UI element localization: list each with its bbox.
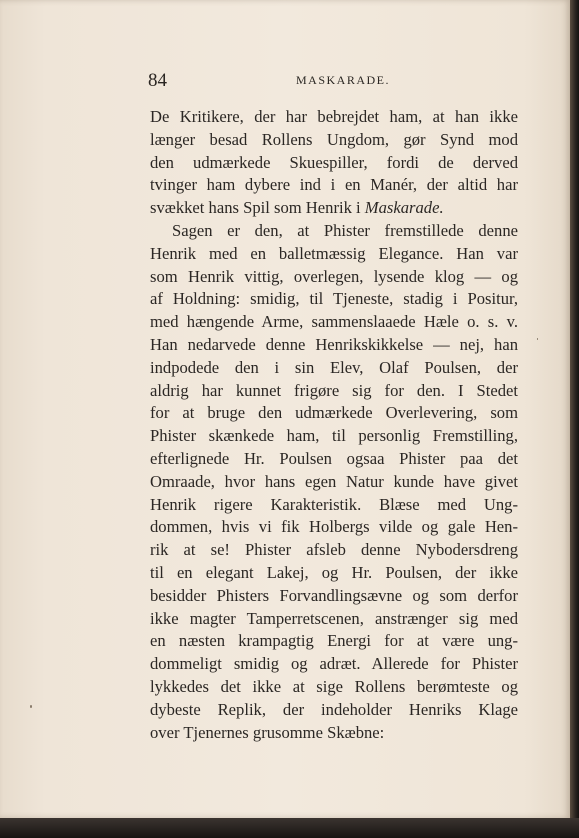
body-text bbox=[150, 106, 518, 744]
text-line: Henrik med en balletmæssig Elegance. Han var bbox=[150, 243, 518, 263]
text-line: besidder Phisters Forvandlingsævne og som derfor bbox=[150, 585, 518, 605]
text-line-last: over Tjenernes grusomme Skæbne: bbox=[150, 722, 385, 742]
text-line: den udmærkede Skuespiller, fordi de derved bbox=[150, 152, 518, 172]
text-line: De Kritikere, der har bebrejdet ham, at han ikke bbox=[150, 107, 518, 126]
paper-speck bbox=[537, 338, 538, 340]
play-title: Maskarade. bbox=[364, 198, 444, 218]
page-edge-shadow bbox=[570, 0, 579, 838]
text-line: ikke magter Tamperretscenen, anstrænger sig med bbox=[150, 608, 518, 628]
text-line: dybeste Replik, der indeholder Henriks Klage bbox=[150, 699, 518, 719]
text-line: indpodede den i sin Elev, Olaf Poulsen, der bbox=[150, 357, 518, 377]
text-fragment: svækket hans Spil som Henrik i bbox=[150, 198, 365, 218]
text-line: Han nedarvede denne Henrikskikkelse — nej, han bbox=[150, 334, 518, 354]
text-line: af Holdning: smidig, til Tjeneste, stadig i Positur, bbox=[150, 289, 518, 309]
scan-bottom-border bbox=[0, 818, 579, 838]
text-line: en næsten krampagtig Energi for at være ung- bbox=[150, 631, 518, 651]
text-line: tvinger ham dybere ind i en Manér, der altid har bbox=[150, 175, 518, 195]
text-line: med hængende Arme, sammenslaaede Hæle o. s. v. bbox=[150, 312, 518, 332]
text-line: længer besad Rollens Ungdom, gør Synd mod bbox=[150, 129, 518, 149]
text-line: Henrik rigere Karakteristik. Blæse med Ung- bbox=[150, 494, 518, 514]
page-header bbox=[148, 70, 518, 92]
text-line-with-title bbox=[150, 197, 518, 220]
text-line: dommeligt smidig og adræt. Allerede for Phister bbox=[150, 654, 518, 674]
text-line: som Henrik vittig, overlegen, lysende klog — og bbox=[150, 266, 518, 286]
text-line: Phister skænkede ham, til personlig Fremstilling, bbox=[150, 426, 518, 446]
text-line: rik at se! Phister afsleb denne Nybodersdreng bbox=[150, 540, 518, 560]
paper-speck bbox=[30, 705, 32, 708]
page-number: 84 bbox=[148, 70, 167, 91]
text-line: aldrig har kunnet frigøre sig for den. I Stedet bbox=[150, 380, 518, 400]
text-line: til en elegant Lakej, og Hr. Poulsen, der ikke bbox=[150, 562, 518, 582]
text-line: for at bruge den udmærkede Overlevering, som bbox=[150, 403, 518, 423]
paragraph-first-line: Sagen er den, at Phister fremstillede denne bbox=[172, 220, 518, 240]
text-line: dommen, hvis vi fik Holbergs vilde og gale Hen- bbox=[150, 517, 518, 537]
running-title: MASKARADE. bbox=[296, 73, 391, 87]
text-line: lykkedes det ikke at sige Rollens berømteste og bbox=[150, 676, 518, 696]
text-line: Omraade, hvor hans egen Natur kunde have givet bbox=[150, 471, 518, 491]
text-line: efterlignede Hr. Poulsen ogsaa Phister paa det bbox=[150, 448, 518, 468]
